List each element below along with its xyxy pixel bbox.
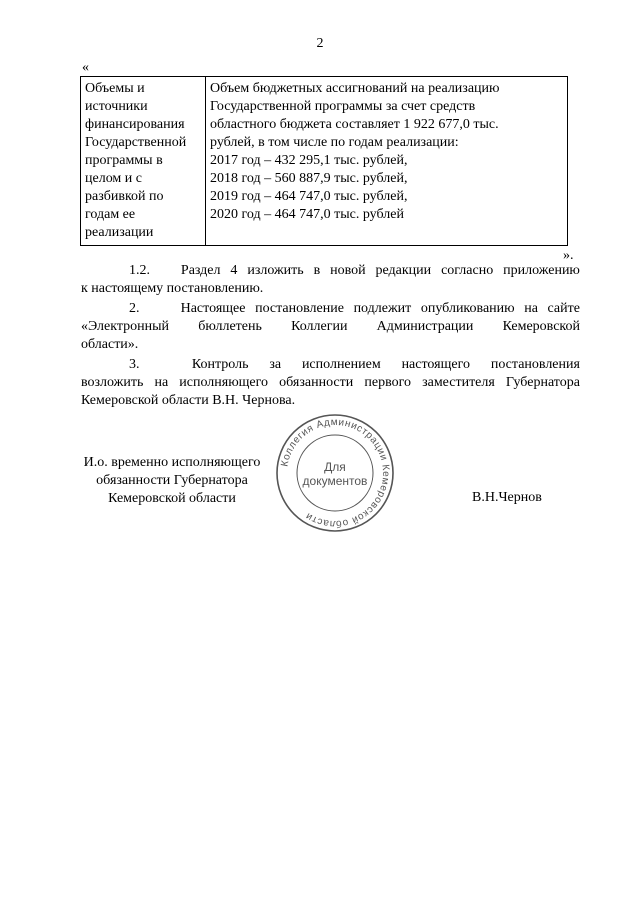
official-stamp <box>270 413 400 533</box>
resolution-paragraphs <box>81 262 580 412</box>
content-line: 2019 год – 464 747,0 тыс. рублей, <box>210 189 408 204</box>
paragraph-line <box>81 318 580 336</box>
paragraph-line: к настоящему постановлению. <box>81 281 264 296</box>
word: исполнением <box>301 357 381 372</box>
word: Контроль <box>191 357 249 372</box>
signature-title-line: И.о. временно исполняющего <box>83 455 261 470</box>
word: опубликованию <box>420 301 515 316</box>
content-line: областного бюджета составляет 1 922 677,0 тыс. <box>210 117 499 132</box>
paragraph-number: 2. <box>129 301 140 316</box>
word: на <box>154 375 169 390</box>
stamp-center-line-2: документов <box>302 474 368 488</box>
paragraph-line: области». <box>81 337 139 352</box>
word: Кемеровской <box>502 319 580 334</box>
word: на <box>524 301 538 316</box>
page-number: 2 <box>316 36 324 51</box>
close-quote: ». <box>563 248 574 263</box>
signature-title-line: обязанности Губернатора <box>96 473 248 488</box>
table-row <box>81 77 568 246</box>
word: «Электронный <box>81 319 170 334</box>
financing-table <box>80 76 568 246</box>
word: первого <box>364 375 411 390</box>
word: подлежит <box>353 301 412 316</box>
word: обязанности <box>279 375 354 390</box>
paragraph-number: 1.2. <box>129 263 150 278</box>
content-line: 2018 год – 560 887,9 тыс. рублей, <box>210 171 408 186</box>
paragraph-3 <box>81 356 580 410</box>
word: бюллетень <box>198 319 262 334</box>
word: новой <box>330 263 366 278</box>
word: сайте <box>547 301 580 316</box>
word: за <box>269 357 282 372</box>
label-line: источники <box>85 99 148 114</box>
word: Раздел <box>180 263 221 278</box>
content-line: рублей, в том числе по годам реализации: <box>210 135 459 150</box>
stamp-center-line-1: Для <box>324 460 346 474</box>
paragraph-line: Кемеровской области В.Н. Чернова. <box>81 393 296 408</box>
signature-title-block <box>82 454 262 508</box>
paragraph-line <box>81 300 580 318</box>
content-line: 2017 год – 432 295,1 тыс. рублей, <box>210 153 408 168</box>
paragraph-line <box>81 356 580 374</box>
stamp-ring-textpath: Коллегия Администрации Кемеровской области <box>279 416 392 530</box>
open-quote: « <box>82 60 89 75</box>
paragraph-line <box>81 374 580 392</box>
content-line: Объем бюджетных ассигнований на реализацию <box>210 81 500 96</box>
word: возложить <box>81 375 144 390</box>
paragraph-1-2 <box>81 262 580 298</box>
word: Настоящее <box>180 301 246 316</box>
label-line: Объемы и <box>85 81 145 96</box>
content-line: Государственной программы за счет средств <box>210 99 476 114</box>
label-line: разбивкой по <box>85 189 164 204</box>
signer-name: В.Н.Чернов <box>472 490 542 505</box>
word: Администрации <box>376 319 474 334</box>
word: редакции <box>375 263 432 278</box>
word: 4 <box>230 263 238 278</box>
word: Губернатора <box>505 375 580 390</box>
word: согласно <box>441 263 494 278</box>
word: Коллегии <box>291 319 348 334</box>
word: изложить <box>247 263 304 278</box>
word: приложению <box>503 263 580 278</box>
word: постановления <box>490 357 580 372</box>
word: заместителя <box>422 375 495 390</box>
table-content-cell <box>206 77 568 246</box>
label-line: годам ее <box>85 207 136 222</box>
paragraph-line <box>81 262 580 280</box>
label-line: Государственной <box>85 135 187 150</box>
label-line: реализации <box>85 225 154 240</box>
word: настоящего <box>401 357 470 372</box>
label-line: финансирования <box>85 117 185 132</box>
signature-title-line: Кемеровской области <box>108 491 236 506</box>
content-line: 2020 год – 464 747,0 тыс. рублей <box>210 207 404 222</box>
word: постановление <box>255 301 344 316</box>
word: в <box>313 263 321 278</box>
paragraph-2 <box>81 300 580 354</box>
paragraph-number: 3. <box>129 357 140 372</box>
label-line: целом и с <box>85 171 142 186</box>
word: исполняющего <box>179 375 269 390</box>
table-label-cell <box>81 77 206 246</box>
label-line: программы в <box>85 153 163 168</box>
